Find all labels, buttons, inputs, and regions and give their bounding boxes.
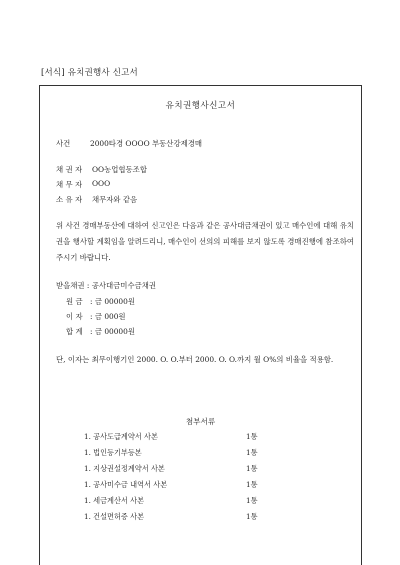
attachment-name: 1. 지상권설정계약서 사본: [84, 464, 165, 473]
body-paragraph: 위 사건 경매부동산에 대하여 신고인은 다음과 같은 공사대금채권이 있고 매수인에 대해 유치권을 행사할 계획임을 알려드리니, 매수인이 선의의 피해를 보지 않도록 경매진행에 참조하여 주시기 바랍니다.: [56, 221, 354, 262]
attachment-name: 1. 법인등기부등본: [84, 448, 142, 457]
claim-header: 받을채권 : 공사대금미수금채권: [56, 281, 157, 290]
creditor-value: OO농업협동조합: [92, 165, 147, 174]
attachment-item: [40, 512, 361, 523]
attachment-item: [40, 480, 361, 491]
attachment-item: [40, 464, 361, 475]
owner-value: 채무자와 같음: [92, 195, 138, 204]
total-value: : 금 00000원: [90, 327, 135, 336]
document-title: 유치권행사신고서: [165, 101, 236, 111]
attachment-qty: 1통: [246, 448, 258, 457]
case-label: 사건: [56, 139, 71, 148]
form-caption: [서식] 유치권행사 신고서: [41, 68, 138, 78]
interest-label: 이 자: [66, 312, 83, 321]
attachment-name: 1. 공사미수금 내역서 사본: [84, 480, 168, 489]
total-label: 합 계: [66, 327, 83, 336]
attachment-qty: 1통: [246, 496, 258, 505]
creditor-label: 채 권 자: [56, 165, 83, 174]
document-frame: [39, 85, 362, 565]
principal-label: 원 금: [66, 297, 83, 306]
debtor-value: OOO: [92, 179, 111, 188]
attachment-name: 1. 공사도급계약서 사본: [84, 432, 158, 441]
attachment-item: [40, 432, 361, 443]
attachment-item: [40, 496, 361, 507]
attachment-name: 1. 세금계산서 사본: [84, 496, 145, 505]
attachment-qty: 1통: [246, 432, 258, 441]
attachments-title: 첨부서류: [185, 417, 216, 426]
attachment-item: [40, 448, 361, 459]
attachment-name: 1. 건설면허증 사본: [84, 512, 145, 521]
case-value: 2000타경 OOOO 부동산강제경매: [90, 139, 202, 148]
attachment-qty: 1통: [246, 464, 258, 473]
attachment-qty: 1통: [246, 512, 258, 521]
interest-note: 단, 이자는 최무이행기인 2000. O. O.부터 2000. O. O.까지 월 O%의 비율을 적용함.: [56, 355, 334, 364]
interest-value: : 금 000원: [90, 312, 126, 321]
owner-label: 소 유 자: [56, 195, 83, 204]
attachment-qty: 1통: [246, 480, 258, 489]
principal-value: : 금 00000원: [90, 297, 135, 306]
debtor-label: 채 무 자: [56, 180, 83, 189]
